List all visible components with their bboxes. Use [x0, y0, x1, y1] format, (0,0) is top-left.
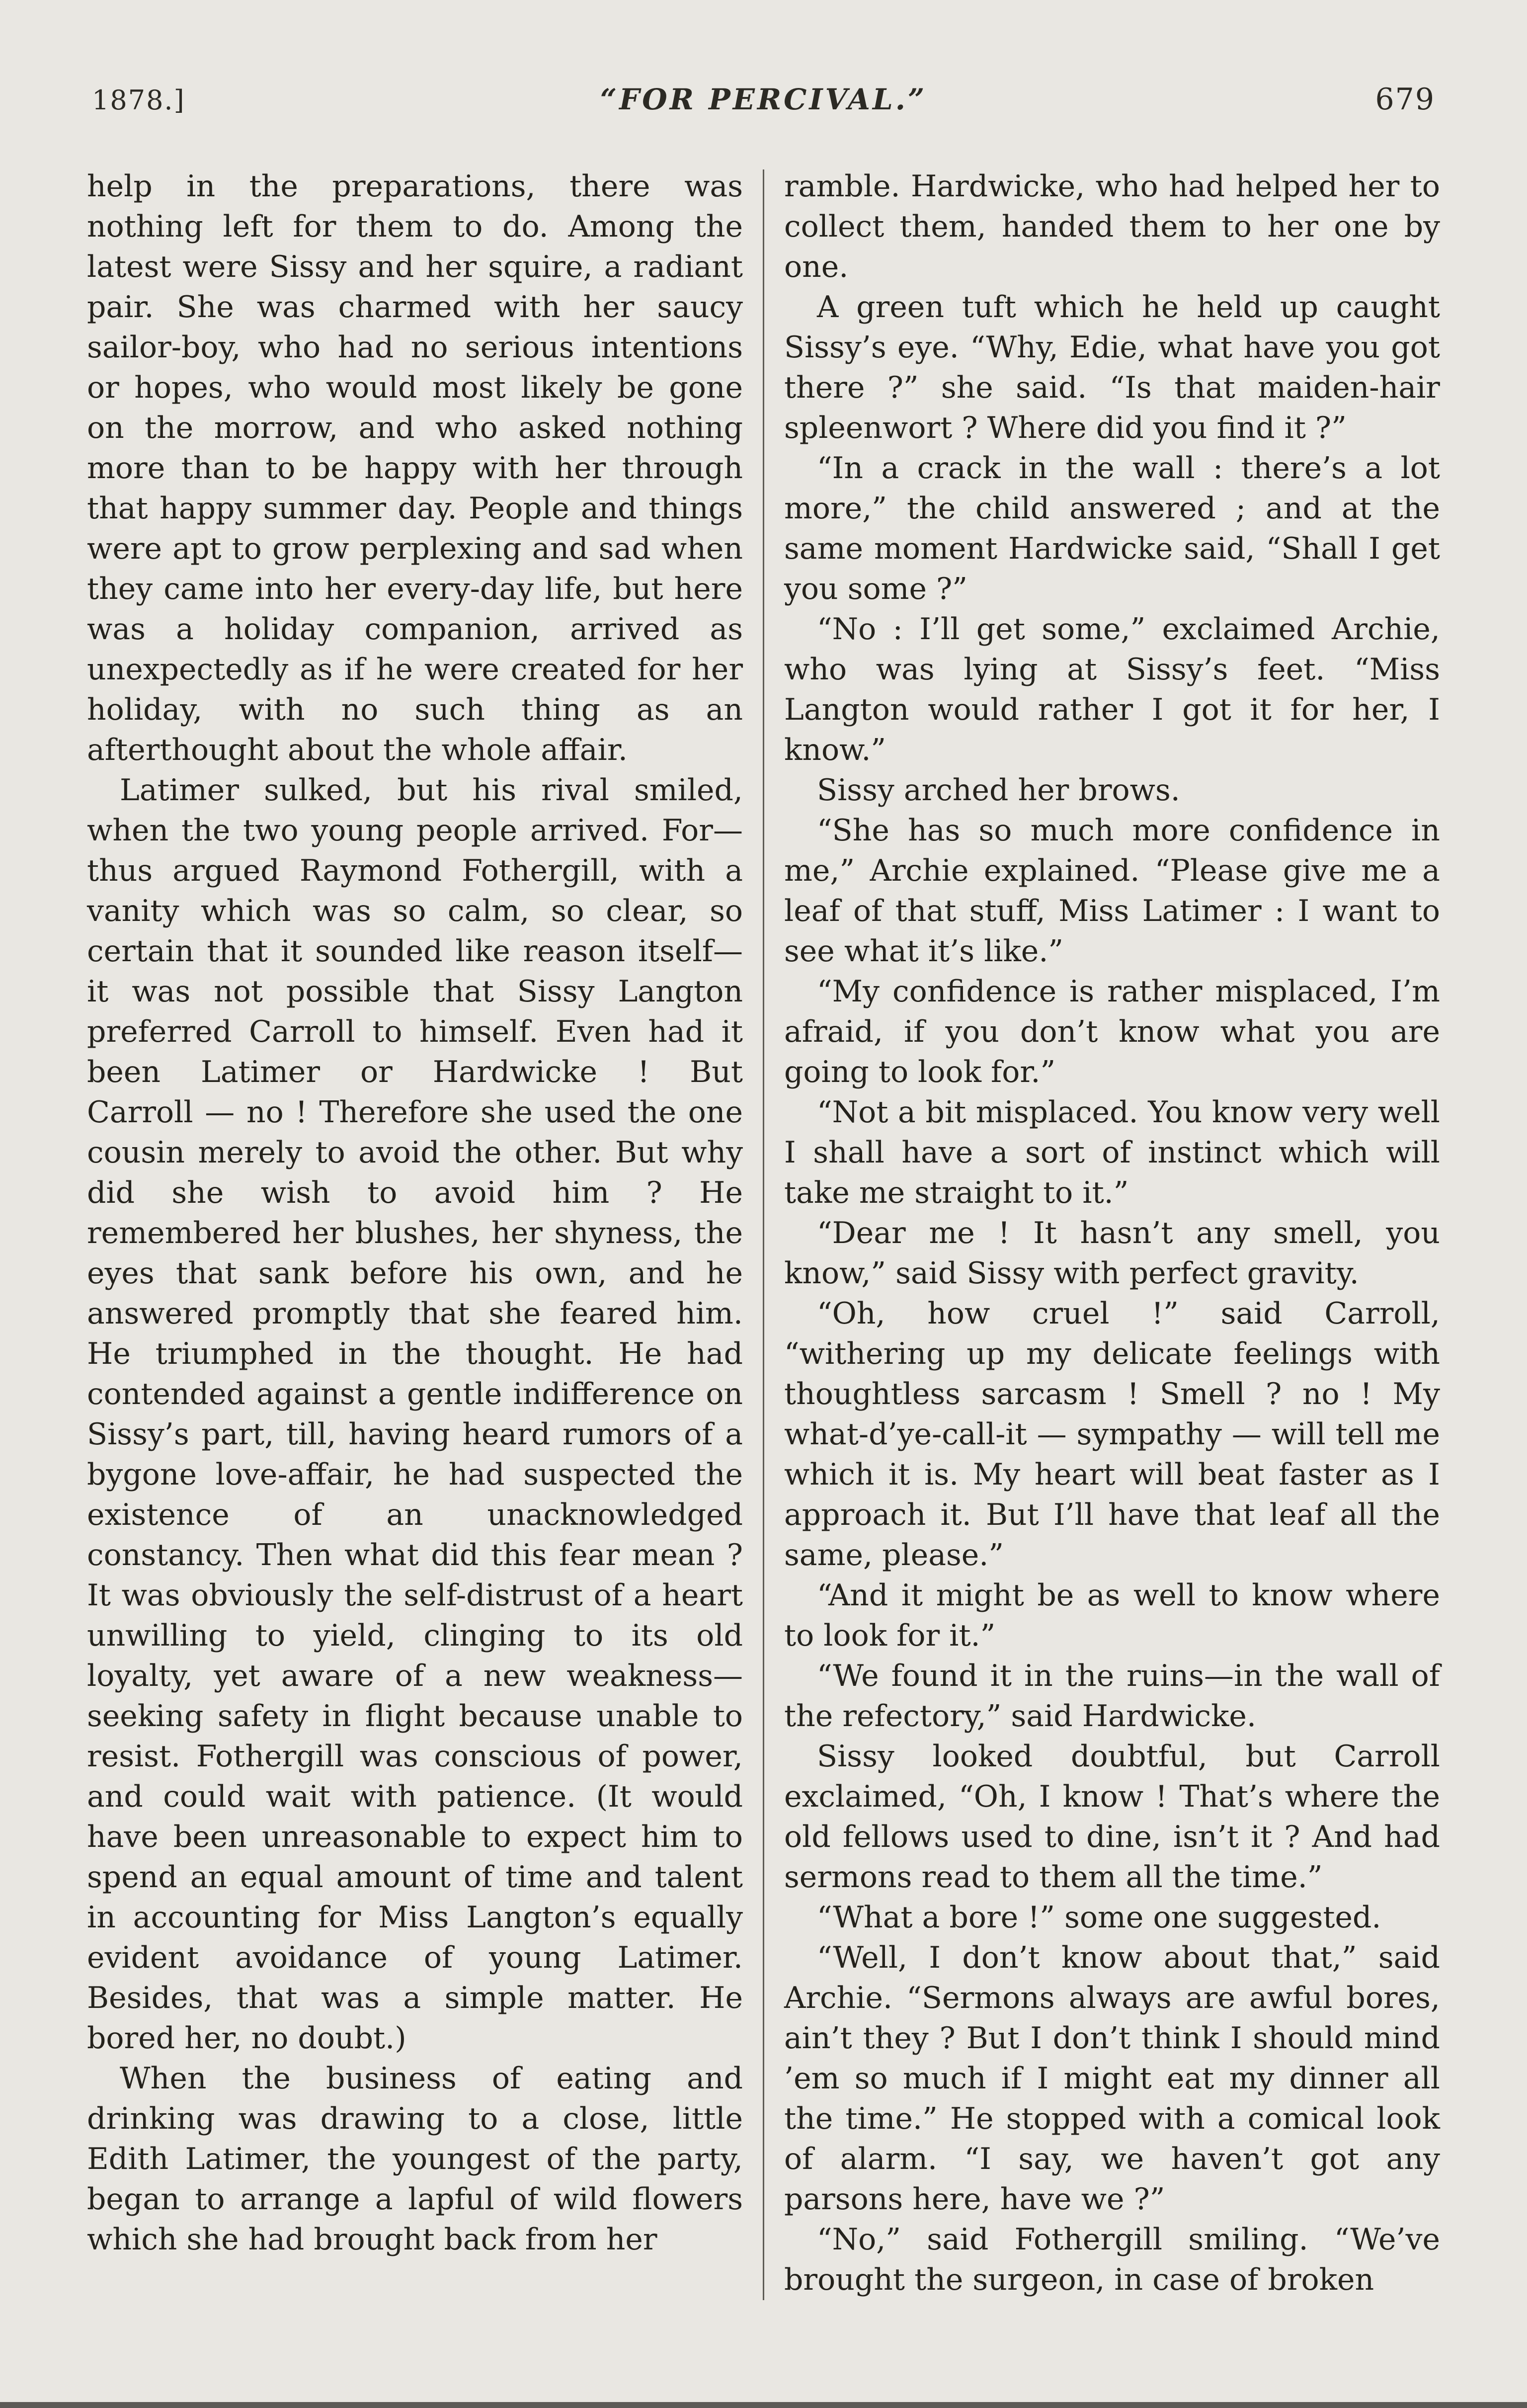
paragraph: “Well, I don’t know about that,” said Archie. “Sermons always are awful bores, ain’t they ? But I don’t think I should mind ’em so much if I might eat my dinner all the time.” He stopped with a comical look of alarm. “I say, we haven’t got any parsons here, have we ?”: [784, 1940, 1440, 2217]
paragraph: “No,” said Fothergill smiling. “We’ve brought the surgeon, in case of broken: [784, 2222, 1440, 2297]
paragraph: When the business of eating and drinking was drawing to a close, little Edith Latimer, the youngest of the party, began to arrange a lapful of wild flowers which she had brought back from her: [87, 2061, 743, 2257]
paragraph: “She has so much more confidence in me,” Archie explained. “Please give me a leaf of that stuff, Miss Latimer : I want to see what it’s like.”: [784, 813, 1440, 969]
paragraph: “And it might be as well to know where to look for it.”: [784, 1578, 1440, 1653]
page-number: 679: [1375, 82, 1436, 117]
paragraph: “Oh, how cruel !” said Carroll, “withering up my delicate feelings with thoughtless sarcasm ! Smell ? no ! My what-d’ye-call-it — sympathy — will tell me which it is. My heart will beat faster as I approach it. But I’ll have that leaf all the same, please.”: [784, 1296, 1440, 1573]
paragraph: Latimer sulked, but his rival smiled, when the two young people arrived. For—thus argued Raymond Fothergill, with a vanity which was so calm, so clear, so certain that it sounded like reason itself—it was not possible that Sissy Langton preferred Carroll to himself. Even had it been Latimer or Hardwicke ! But Carroll — no ! Therefore she used the one cousin merely to avoid the other. But why did she wish to avoid him ? He remembered her blushes, her shyness, the eyes that sank before his own, and he answered promptly that she feared him. He triumphed in the thought. He had contended against a gentle indifference on Sissy’s part, till, having heard rumors of a bygone love-affair, he had suspected the existence of an unacknowledged constancy. Then what did this fear mean ? It was obviously the self-distrust of a heart unwilling to yield, clinging to its old loyalty, yet aware of a new weakness—seeking safety in flight because unable to resist. Fothergill was conscious of power, and could wait with patience. (It would have been unreasonable to expect him to spend an equal amount of time and talent in accounting for Miss Langton’s equally evident avoidance of young Latimer. Besides, that was a simple matter. He bored her, no doubt.): [87, 773, 743, 2056]
paragraph: “My confidence is rather misplaced, I’m afraid, if you don’t know what you are going to look for.”: [784, 974, 1440, 1089]
paragraph: “Dear me ! It hasn’t any smell, you know,” said Sissy with perfect gravity.: [784, 1216, 1440, 1291]
scan-edge: [0, 2402, 1527, 2408]
paragraph: Sissy looked doubtful, but Carroll exclaimed, “Oh, I know ! That’s where the old fellows used to dine, isn’t it ? And had sermons read to them all the time.”: [784, 1739, 1440, 1895]
paragraph: A green tuft which he held up caught Sissy’s eye. “Why, Edie, what have you got there ?” she said. “Is that maiden-hair spleenwort ? Where did you find it ?”: [784, 290, 1440, 445]
paragraph: “In a crack in the wall : there’s a lot more,” the child answered ; and at the same moment Hardwicke said, “Shall I get you some ?”: [784, 451, 1440, 606]
paragraph: “We found it in the ruins—in the wall of the refectory,” said Hardwicke.: [784, 1659, 1440, 1734]
paragraph: “Not a bit misplaced. You know very well I shall have a sort of instinct which will take me straight to it.”: [784, 1095, 1440, 1210]
right-column: [784, 166, 1440, 2300]
paragraph: “What a bore !” some one suggested.: [817, 1900, 1381, 1935]
paragraph: help in the preparations, there was nothing left for them to do. Among the latest were Sissy and her squire, a radiant pair. She was charmed with her saucy sailor-boy, who had no serious intentions or hopes, who would most likely be gone on the morrow, and who asked nothing more than to be happy with her through that happy summer day. People and things were apt to grow perplexing and sad when they came into her every-day life, but here was a holiday companion, arrived as unexpectedly as if he were created for her holiday, with no such thing as an afterthought about the whole affair.: [87, 169, 743, 767]
left-column: [87, 166, 743, 2300]
running-title: “FOR PERCIVAL.”: [600, 83, 927, 116]
paragraph: ramble. Hardwicke, who had helped her to collect them, handed them to her one by one.: [784, 169, 1440, 284]
paragraph: “No : I’ll get some,” exclaimed Archie, who was lying at Sissy’s feet. “Miss Langton would rather I got it for her, I know.”: [784, 612, 1440, 767]
edition-year: 1878.]: [92, 84, 185, 116]
column-divider-rule: [763, 169, 764, 2300]
text-columns: [87, 166, 1440, 2300]
paragraph: Sissy arched her brows.: [817, 773, 1180, 808]
page-header: [87, 82, 1440, 117]
